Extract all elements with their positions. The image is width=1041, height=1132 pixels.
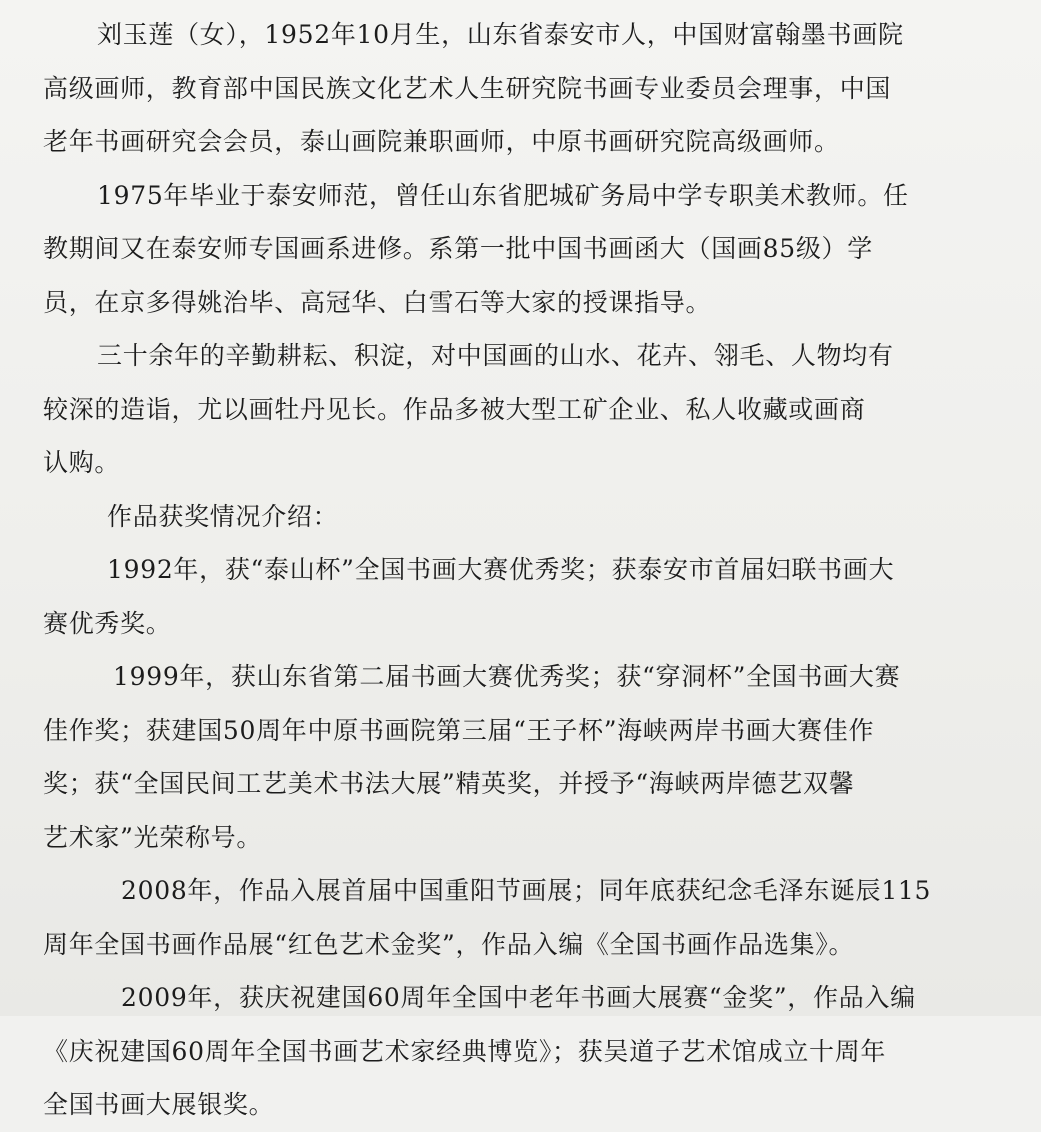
paragraph-award-1999 bbox=[43, 650, 1011, 864]
text-line: 奖；获“全国民间工艺美术书法大展”精英奖，并授予“海峡两岸德艺双馨 bbox=[43, 769, 855, 798]
text-line: 全国书画大展银奖。 bbox=[43, 1090, 275, 1119]
paragraph-award-1992 bbox=[43, 543, 1011, 650]
text-line: 佳作奖；获建国50周年中原书画院第三届“王子杯”海峡两岸书画大赛佳作 bbox=[43, 715, 875, 745]
text-line: 员，在京多得姚治毕、高冠华、白雪石等大家的授课指导。 bbox=[43, 287, 712, 317]
awards-heading bbox=[43, 490, 1011, 544]
text-line: 老年书画研究会会员，泰山画院兼职画师，中原书画研究院高级画师。 bbox=[43, 127, 840, 156]
text-line: 艺术家”光荣称号。 bbox=[43, 822, 263, 852]
paragraph-award-2008 bbox=[43, 864, 1011, 971]
text-line: 1992年，获“泰山杯”全国书画大赛优秀奖；获泰安市首届妇联书画大 bbox=[107, 555, 895, 584]
text-line: 《庆祝建国60周年全国书画艺术家经典博览》；获吴道子艺术馆成立十周年 bbox=[43, 1036, 887, 1066]
text-line: 认购。 bbox=[43, 448, 121, 477]
text-line: 高级画师，教育部中国民族文化艺术人生研究院书画专业委员会理事，中国 bbox=[43, 73, 892, 103]
paragraph-artistic-achievement bbox=[43, 329, 1011, 490]
text-line: 2009年，获庆祝建国60周年全国中老年书画大展赛“金奖”，作品入编 bbox=[121, 983, 916, 1012]
text-line: 作品获奖情况介绍： bbox=[107, 501, 339, 531]
text-line: 较深的造诣，尤以画牡丹见长。作品多被大型工矿企业、私人收藏或画商 bbox=[43, 394, 866, 424]
text-line: 2008年，作品入展首届中国重阳节画展；同年底获纪念毛泽东诞辰115 bbox=[121, 876, 932, 905]
text-line: 刘玉莲（女），1952年10月生，山东省泰安市人，中国财富翰墨书画院 bbox=[97, 20, 904, 49]
paragraph-bio-intro bbox=[43, 8, 1011, 169]
text-line: 1975年毕业于泰安师范，曾任山东省肥城矿务局中学专职美术教师。任 bbox=[97, 180, 909, 210]
text-line: 周年全国书画作品展“红色艺术金奖”，作品入编《全国书画作品选集》。 bbox=[43, 929, 855, 959]
text-line: 赛优秀奖。 bbox=[43, 608, 172, 638]
text-line: 1999年，获山东省第二届书画大赛优秀奖；获“穿洞杯”全国书画大赛 bbox=[113, 662, 901, 691]
paragraph-award-2009 bbox=[43, 971, 1011, 1132]
text-line: 三十余年的辛勤耕耘、积淀，对中国画的山水、花卉、翎毛、人物均有 bbox=[97, 341, 894, 370]
paragraph-education bbox=[43, 169, 1011, 330]
text-line: 教期间又在泰安师专国画系进修。系第一批中国书画函大（国画85级）学 bbox=[43, 234, 873, 263]
